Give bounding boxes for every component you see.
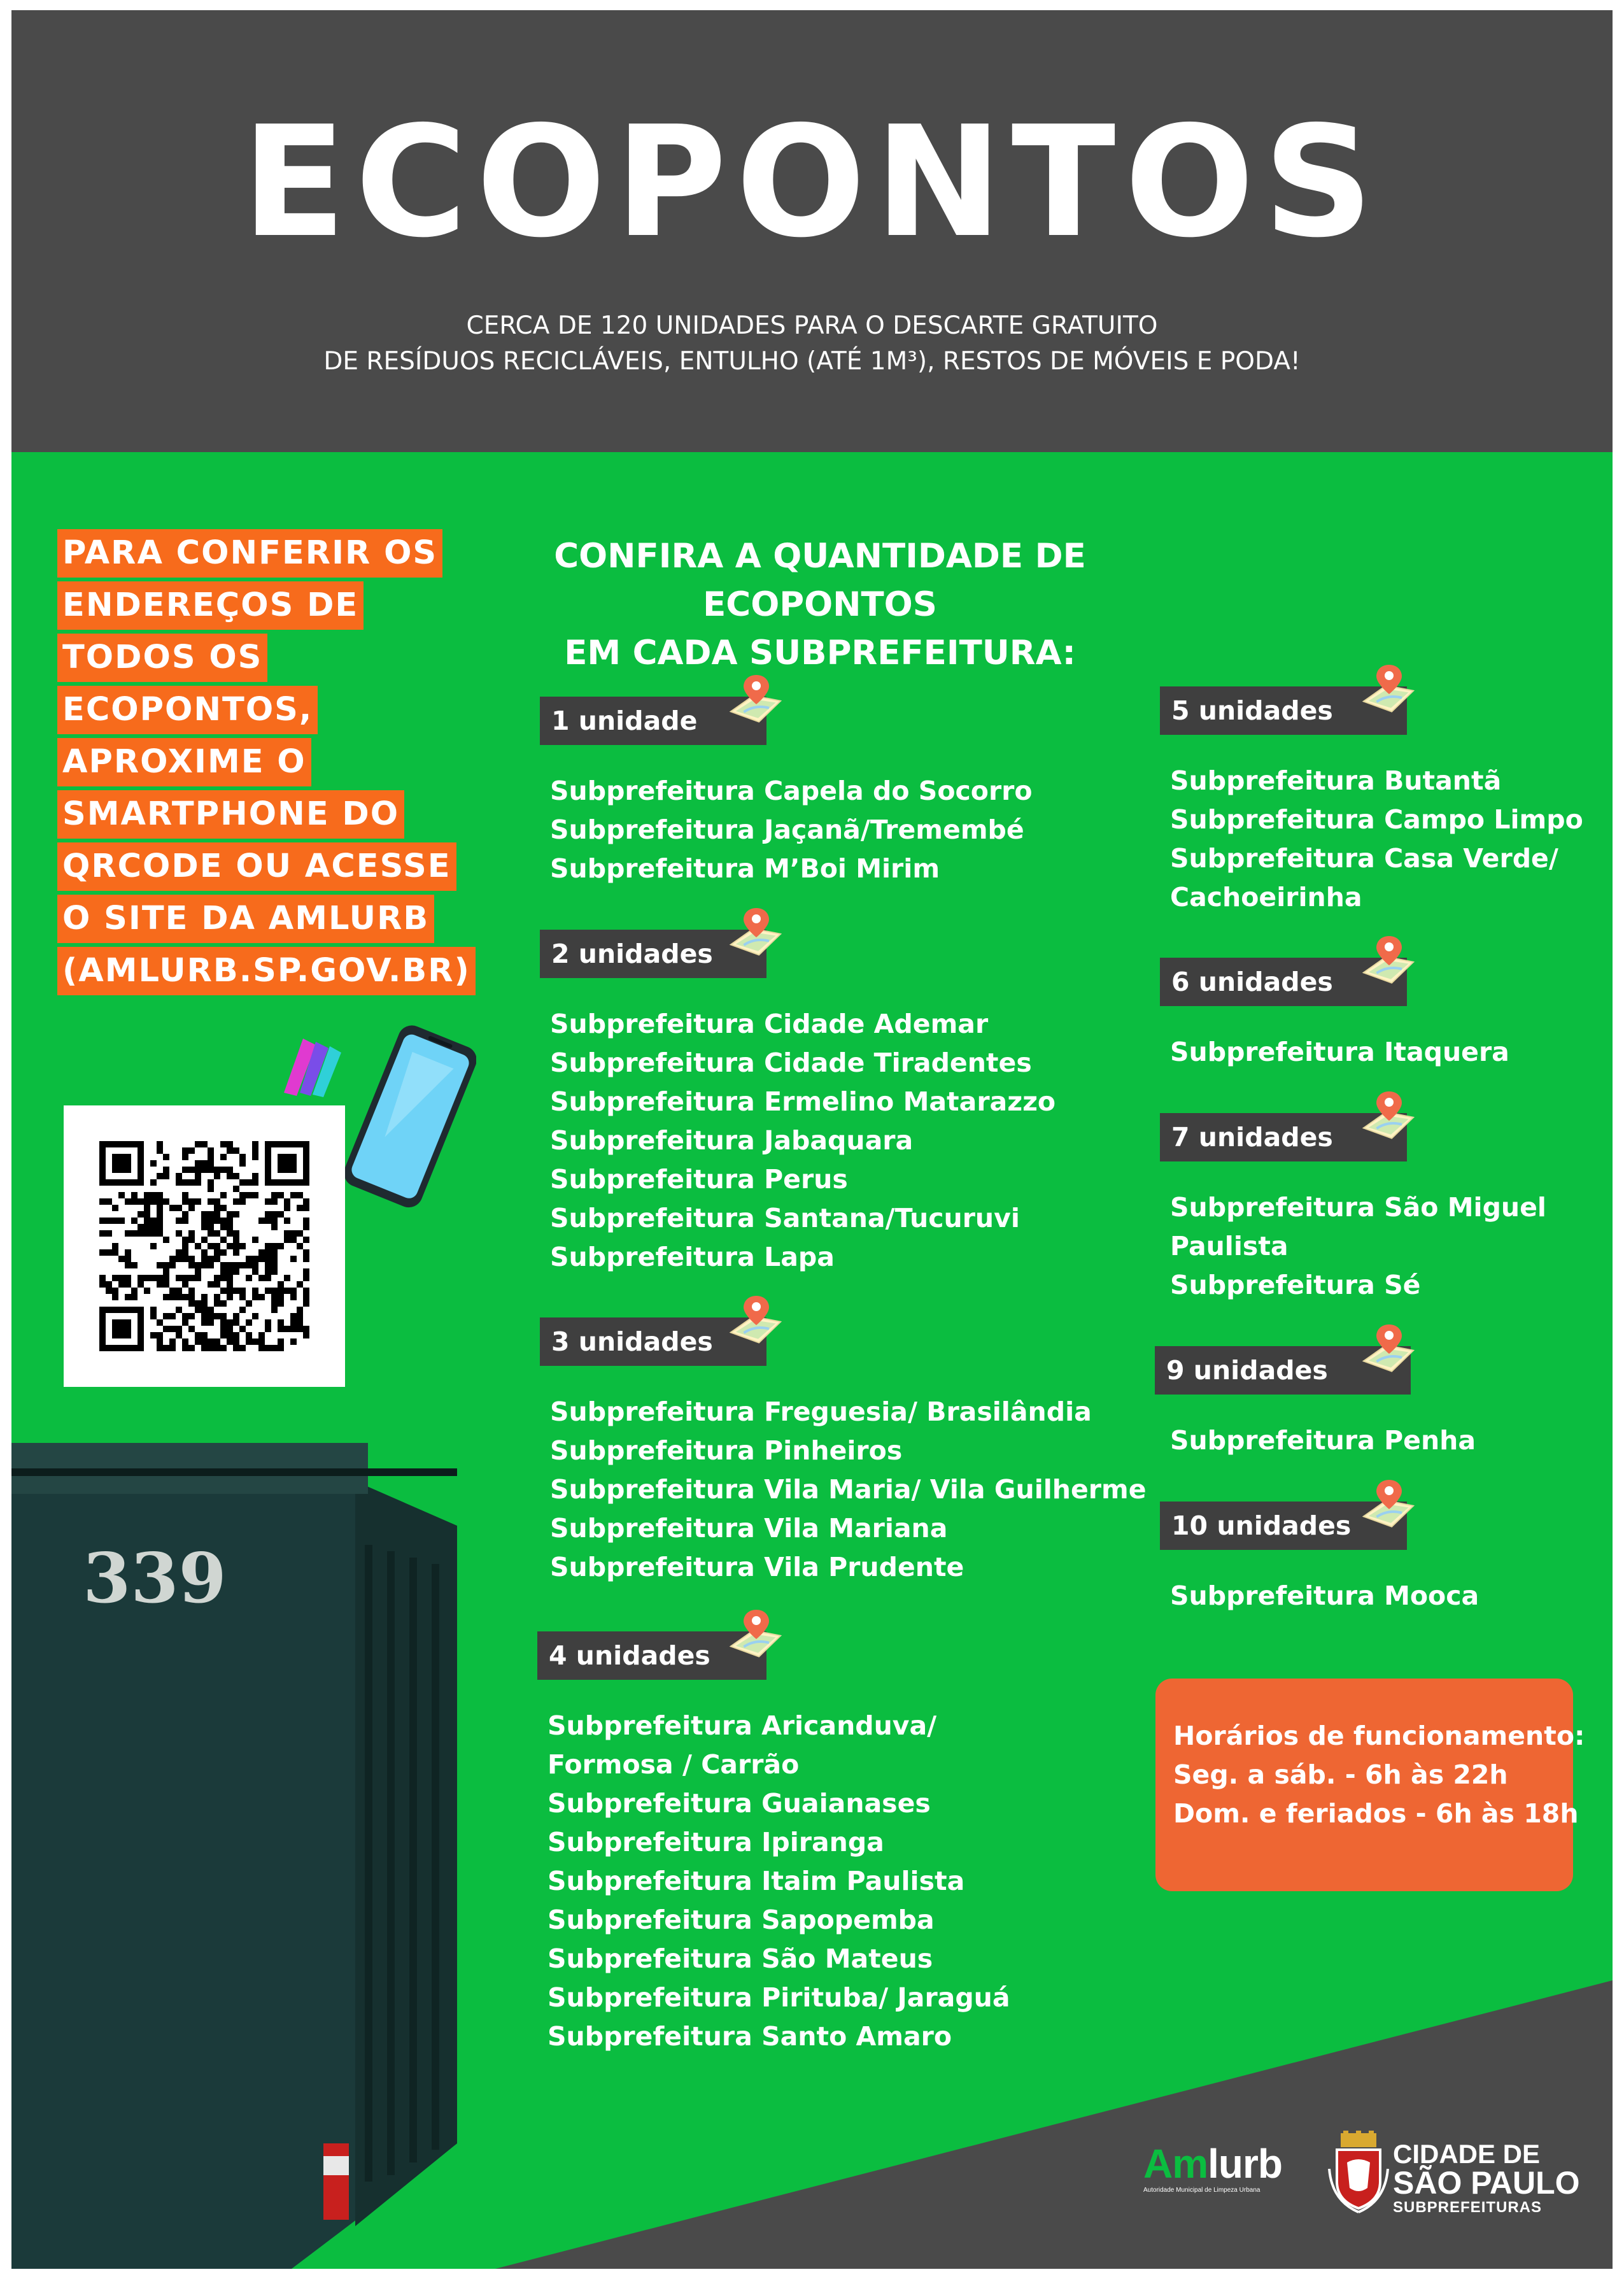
callout-line: SMARTPHONE DO <box>57 790 404 839</box>
count-badge <box>1160 1113 1407 1161</box>
list-item: Subprefeitura Sé <box>1170 1270 1421 1300</box>
list-item: Subprefeitura Ermelino Matarazzo <box>550 1086 1056 1117</box>
map-pin-icon <box>1357 1476 1421 1540</box>
list-item: Subprefeitura Itaim Paulista <box>547 1866 965 1896</box>
list-item: Formosa / Carrão <box>547 1749 800 1780</box>
callout-line: PARA CONFERIR OS <box>57 529 442 578</box>
qr-code[interactable] <box>64 1105 345 1387</box>
map-pin-icon <box>724 671 788 735</box>
list-heading-line-1: CONFIRA A QUANTIDADE DE ECOPONTOS <box>554 537 1086 624</box>
list-item: Subprefeitura Perus <box>550 1164 848 1195</box>
hours-weekdays: Seg. a sáb. - 6h às 22h <box>1173 1759 1508 1790</box>
sp-logo-line-1: CIDADE DE <box>1393 2139 1541 2169</box>
list-item: Subprefeitura Santana/Tucuruvi <box>550 1203 1020 1233</box>
callout-line: O SITE DA AMLURB <box>57 895 434 943</box>
amlurb-logo <box>1143 2143 1282 2194</box>
count-label: 3 unidades <box>551 1326 713 1357</box>
list-item: Subprefeitura Pirituba/ Jaraguá <box>547 1982 1010 2013</box>
count-label: 9 unidades <box>1166 1355 1328 1386</box>
header-banner <box>11 10 1613 452</box>
count-badge <box>540 930 766 978</box>
count-badge <box>1160 958 1407 1006</box>
group-1-unidade <box>540 697 1033 888</box>
opening-hours-box <box>1155 1679 1585 1891</box>
callout-line: ECOPONTOS, <box>57 686 318 734</box>
count-badge <box>540 697 766 745</box>
count-label: 4 unidades <box>549 1640 710 1671</box>
group-10-unidades <box>1160 1502 1479 1615</box>
list-item: Subprefeitura Pinheiros <box>550 1435 903 1466</box>
list-item: Subprefeitura Vila Prudente <box>550 1552 964 1582</box>
group-4-unidades <box>537 1631 1010 2056</box>
dumpster-image <box>11 1443 495 2269</box>
subtitle <box>11 308 1613 380</box>
list-item: Subprefeitura Sapopemba <box>547 1905 935 1935</box>
count-badge <box>537 1631 766 1680</box>
map-pin-icon <box>724 1292 788 1356</box>
list-item: Subprefeitura Santo Amaro <box>547 2021 952 2052</box>
subtitle-line-2: DE RESÍDUOS RECICLÁVEIS, ENTULHO (ATÉ 1M³), RESTOS DE MÓVEIS E PODA! <box>323 347 1301 376</box>
callout-line: (AMLURB.SP.GOV.BR) <box>57 947 476 995</box>
group-7-unidades <box>1160 1113 1546 1305</box>
list-item: Subprefeitura Jaçanã/Tremembé <box>550 814 1024 845</box>
map-pin-icon <box>724 904 788 968</box>
sp-logo-line-2: SÃO PAULO <box>1393 2165 1580 2201</box>
smartphone-icon <box>330 1016 476 1220</box>
list-item: Subprefeitura M’Boi Mirim <box>550 853 940 884</box>
qr-code-image <box>99 1141 309 1351</box>
count-label: 2 unidades <box>551 939 713 969</box>
count-label: 5 unidades <box>1171 695 1333 726</box>
list-item: Subprefeitura Lapa <box>550 1242 835 1272</box>
list-item: Subprefeitura Jabaquara <box>550 1125 914 1156</box>
map-pin-icon <box>1357 1321 1421 1384</box>
group-5-unidades <box>1160 686 1583 917</box>
sao-paulo-coat-of-arms-icon <box>1328 2131 1389 2213</box>
count-label: 1 unidade <box>551 706 698 736</box>
count-badge <box>540 1317 766 1366</box>
group-6-unidades <box>1160 958 1509 1072</box>
list-item: Subprefeitura Penha <box>1170 1425 1476 1456</box>
sparkle-icon <box>278 1032 348 1102</box>
list-item: Subprefeitura Butantã <box>1170 765 1502 796</box>
callout-line: TODOS OS <box>57 634 267 682</box>
count-badge <box>1155 1346 1411 1395</box>
list-item: Subprefeitura Casa Verde/ <box>1170 843 1558 874</box>
sao-paulo-logo-text <box>1393 2141 1580 2217</box>
list-item: Subprefeitura Vila Maria/ Vila Guilherme <box>550 1474 1147 1505</box>
list-item: Subprefeitura Vila Mariana <box>550 1513 948 1544</box>
count-label: 10 unidades <box>1171 1510 1352 1541</box>
group-9-unidades <box>1155 1346 1476 1460</box>
count-badge <box>1160 686 1407 735</box>
qr-callout <box>57 529 516 999</box>
callout-line: APROXIME O <box>57 738 311 786</box>
callout-line: ENDEREÇOS DE <box>57 581 364 630</box>
list-item: Subprefeitura Freguesia/ Brasilândia <box>550 1396 1092 1427</box>
list-item: Subprefeitura Itaquera <box>1170 1037 1509 1067</box>
amlurb-logo-am: Am <box>1143 2141 1208 2187</box>
list-heading-line-2: EM CADA SUBPREFEITURA: <box>564 634 1076 672</box>
bin-number: 339 <box>83 1538 227 1619</box>
subtitle-line-1: CERCA DE 120 UNIDADES PARA O DESCARTE GRATUITO <box>466 311 1158 340</box>
count-label: 7 unidades <box>1171 1122 1333 1153</box>
hours-sundays: Dom. e feriados - 6h às 18h <box>1173 1798 1579 1829</box>
count-badge <box>1160 1502 1407 1550</box>
map-pin-icon <box>1357 932 1421 996</box>
count-label: 6 unidades <box>1171 967 1333 997</box>
list-item: Subprefeitura Campo Limpo <box>1170 804 1583 835</box>
amlurb-tagline: Autoridade Municipal de Limpeza Urbana <box>1143 2187 1260 2194</box>
map-pin-icon <box>724 1606 788 1670</box>
list-item: Subprefeitura São Mateus <box>547 1943 933 1974</box>
map-pin-icon <box>1357 661 1421 725</box>
list-item: Subprefeitura Cidade Ademar <box>550 1009 989 1039</box>
list-heading <box>457 532 1183 678</box>
poster <box>11 10 1613 2269</box>
callout-line: QRCODE OU ACESSE <box>57 842 456 891</box>
list-item: Cachoeirinha <box>1170 882 1362 912</box>
list-item: Subprefeitura Cidade Tiradentes <box>550 1047 1032 1078</box>
list-item: Subprefeitura Capela do Socorro <box>550 776 1033 806</box>
list-item: Subprefeitura Ipiranga <box>547 1827 884 1857</box>
list-item: Subprefeitura Aricanduva/ <box>547 1710 937 1741</box>
list-item: Subprefeitura Mooca <box>1170 1580 1479 1611</box>
group-3-unidades <box>540 1317 1147 1587</box>
amlurb-logo-rest: lurb <box>1208 2141 1282 2187</box>
list-item: Subprefeitura São Miguel <box>1170 1192 1546 1223</box>
map-pin-icon <box>1357 1088 1421 1151</box>
group-2-unidades <box>540 930 1056 1277</box>
sp-logo-line-3: SUBPREFEITURAS <box>1393 2199 1543 2216</box>
page-title: ECOPONTOS <box>241 93 1383 271</box>
hours-heading: Horários de funcionamento: <box>1173 1721 1585 1751</box>
list-item: Subprefeitura Guaianases <box>547 1788 931 1819</box>
list-item: Paulista <box>1170 1231 1289 1261</box>
